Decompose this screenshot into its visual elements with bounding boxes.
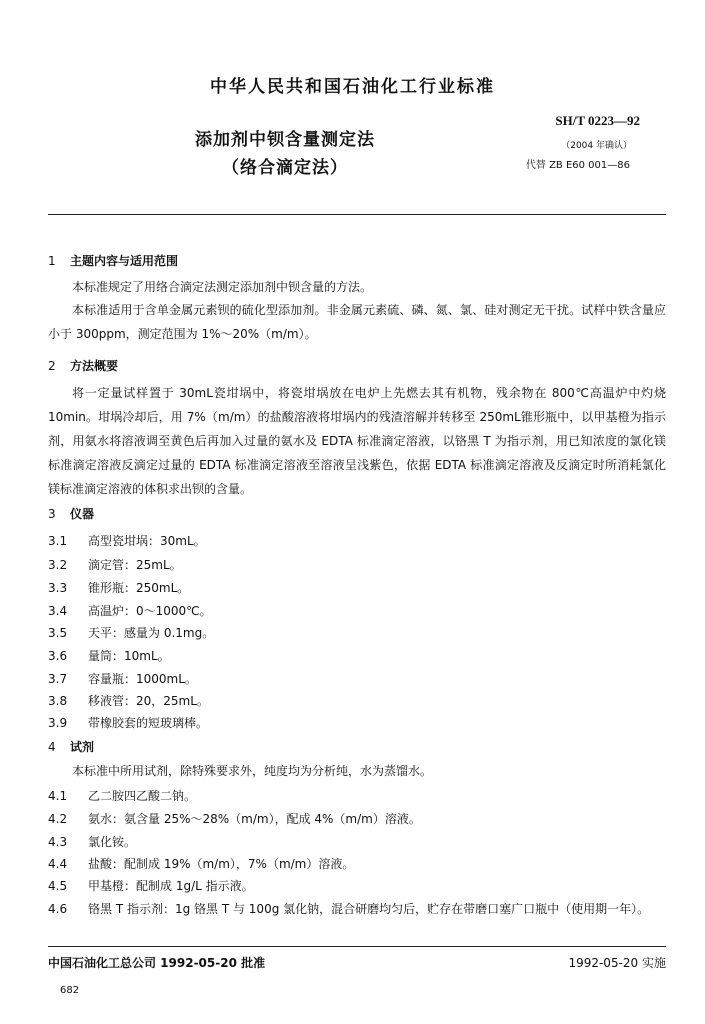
section-number: 2 <box>48 359 56 373</box>
item-number: 3.2 <box>48 558 68 572</box>
section-3-heading <box>48 505 94 522</box>
item-text: 甲基橙：配制成 1g/L 指示液。 <box>88 879 254 893</box>
list-item <box>48 692 666 710</box>
item-text: 铬黑 T 指示剂：1g 铬黑 T 与 100g 氯化钠，混合研磨均匀后，贮存在带磨口塞广口瓶中（使用期一年）。 <box>88 902 650 916</box>
title-line-1: 添加剂中钡含量测定法 <box>195 130 375 150</box>
item-text: 量筒：10mL。 <box>88 649 170 663</box>
section-title: 仪器 <box>70 507 95 521</box>
list-item <box>48 624 666 642</box>
item-number: 4.6 <box>48 902 68 916</box>
item-text: 滴定管：25mL。 <box>88 558 182 572</box>
standard-code: SH/T 0223—92 <box>555 113 640 128</box>
item-number: 4.1 <box>48 789 68 803</box>
item-number: 4.2 <box>48 812 68 826</box>
item-number: 3.5 <box>48 626 68 640</box>
list-item <box>48 833 666 851</box>
item-text: 乙二胺四乙酸二钠。 <box>88 789 197 803</box>
list-item <box>48 670 666 688</box>
item-number: 4.4 <box>48 857 68 871</box>
item-text: 高型瓷坩埚：30mL。 <box>88 534 206 548</box>
approval-line: 中国石油化工总公司 1992-05-20 批准 <box>48 956 266 970</box>
replaces-standard: 代替 ZB E60 001—86 <box>525 160 630 171</box>
list-item <box>48 532 666 550</box>
section-title: 试剂 <box>70 740 95 754</box>
section-2-heading <box>48 357 118 374</box>
list-item <box>48 556 666 574</box>
section-4-heading <box>48 738 94 755</box>
item-text: 锥形瓶：250mL。 <box>88 581 190 595</box>
item-text: 盐酸：配制成 19%（m/m），7%（m/m）溶液。 <box>88 857 355 871</box>
list-item <box>48 787 666 805</box>
item-number: 3.8 <box>48 694 68 708</box>
section-title: 主题内容与适用范围 <box>70 254 179 268</box>
confirm-year: （2004 年确认） <box>561 141 632 151</box>
item-text: 移液管：20，25mL。 <box>88 694 209 708</box>
item-number: 3.7 <box>48 672 68 686</box>
title-line-2: （络合滴定法） <box>222 158 348 178</box>
list-item <box>48 647 666 665</box>
section-number: 4 <box>48 740 56 754</box>
item-text: 高温炉：0～1000℃。 <box>88 604 212 618</box>
implementation-line: 1992-05-20 实施 <box>568 956 666 970</box>
org-title: 中华人民共和国石油化工行业标准 <box>210 77 495 97</box>
list-item <box>48 898 666 920</box>
item-text: 带橡胶套的短玻璃棒。 <box>88 716 209 730</box>
item-text: 氯化铵。 <box>88 835 137 849</box>
section-1-para-2: 本标准适用于含单金属元素钡的硫化型添加剂。非金属元素硫、磷、氮、氯、硅对测定无干扰。试样中铁含量应小于 300ppm，测定范围为 1%～20%（m/m）。 <box>48 303 666 341</box>
list-item <box>48 579 666 597</box>
section-title: 方法概要 <box>70 359 119 373</box>
item-text: 容量瓶：1000mL。 <box>88 672 197 686</box>
footer-rule <box>48 946 666 947</box>
item-number: 4.3 <box>48 835 68 849</box>
section-1-heading <box>48 252 178 269</box>
item-number: 4.5 <box>48 879 68 893</box>
item-number: 3.6 <box>48 649 68 663</box>
item-text: 氨水：氨含量 25%～28%（m/m），配成 4%（m/m）溶液。 <box>88 812 421 826</box>
section-number: 1 <box>48 254 56 268</box>
section-number: 3 <box>48 507 56 521</box>
section-1-para-1: 本标准规定了用络合滴定法测定添加剂中钡含量的方法。 <box>72 280 373 294</box>
item-number: 3.9 <box>48 716 68 730</box>
section-4-para-1: 本标准中所用试剂，除特殊要求外，纯度均为分析纯，水为蒸馏水。 <box>72 764 433 778</box>
list-item <box>48 714 666 732</box>
document-title <box>170 126 400 182</box>
item-number: 3.4 <box>48 604 68 618</box>
section-2-para-1: 将一定量试样置于 30mL瓷坩埚中，将瓷坩埚放在电炉上先燃去其有机物，残余物在 800℃高温炉中灼烧 10min。坩埚冷却后，用 7%（m/m）的盐酸溶液将坩埚内的残渣溶解并转移至 250mL锥形瓶中，以甲基橙为指示剂，用氨水将溶液调至黄色后再加入过量的氨水及 EDTA 标准滴定溶液，以铬黑 T 为指示剂，用已知浓度的氯化镁标准滴定溶液反滴定过量的 EDTA 标准滴定溶液至溶液呈浅紫色，依据 EDTA 标准滴定溶液及反滴定时所消耗氯化镁标准滴定溶液的体积求出钡的含量。 <box>48 386 666 496</box>
header-rule <box>48 214 666 215</box>
item-number: 3.3 <box>48 581 68 595</box>
list-item <box>48 602 666 620</box>
list-item <box>48 877 666 895</box>
list-item <box>48 855 666 873</box>
list-item <box>48 810 666 828</box>
page-number: 682 <box>60 985 80 996</box>
item-text: 天平：感量为 0.1mg。 <box>88 626 215 640</box>
item-number: 3.1 <box>48 534 68 548</box>
